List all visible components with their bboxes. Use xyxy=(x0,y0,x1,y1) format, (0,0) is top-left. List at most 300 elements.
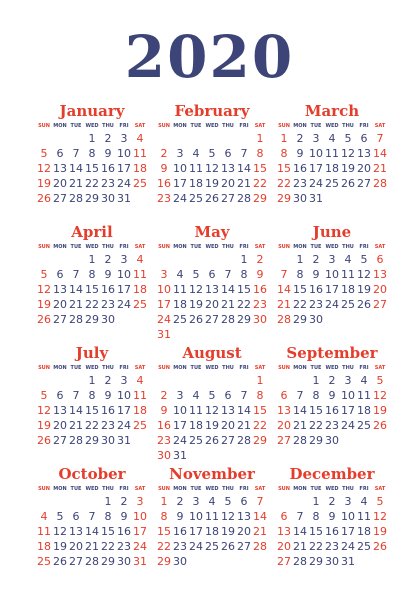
day-cell: 5 xyxy=(344,132,352,145)
day-cell: 16 xyxy=(157,177,171,190)
day-cell: 2 xyxy=(328,495,336,508)
day-cell: 6 xyxy=(376,253,384,266)
weekday-header xyxy=(276,122,388,131)
weekday-label: WED xyxy=(85,365,99,371)
day-cell: 28 xyxy=(293,434,307,447)
day-cell: 2 xyxy=(176,495,184,508)
day-cell: 16 xyxy=(309,283,323,296)
day-cell: 3 xyxy=(192,495,200,508)
day-cell: 7 xyxy=(72,268,80,281)
month-july xyxy=(36,342,148,463)
weekday-label: SUN xyxy=(158,244,170,250)
week-row xyxy=(276,176,388,191)
day-cell: 12 xyxy=(37,283,51,296)
day-cell: 5 xyxy=(360,253,368,266)
day-cell: 20 xyxy=(53,298,67,311)
day-cell: 1 xyxy=(312,374,320,387)
day-cell: 22 xyxy=(293,298,307,311)
day-cell: 24 xyxy=(189,540,203,553)
month-name: January xyxy=(59,102,125,120)
day-cell: 5 xyxy=(40,147,48,160)
day-cell: 26 xyxy=(341,177,355,190)
weekday-header xyxy=(156,485,268,494)
day-cell: 8 xyxy=(88,389,96,402)
day-cell: 26 xyxy=(37,313,51,326)
day-cell xyxy=(220,373,236,388)
day-cell: 27 xyxy=(221,192,235,205)
day-cell: 20 xyxy=(237,525,251,538)
day-cell: 6 xyxy=(72,510,80,523)
day-cell xyxy=(340,191,356,206)
week-row xyxy=(36,146,148,161)
week-row xyxy=(156,539,268,554)
day-cell: 20 xyxy=(221,177,235,190)
day-cell: 15 xyxy=(309,525,323,538)
weekday-label: SUN xyxy=(38,244,50,250)
day-cell: 26 xyxy=(53,555,67,568)
day-cell: 27 xyxy=(357,177,371,190)
day-cell: 23 xyxy=(325,419,339,432)
day-cell: 17 xyxy=(157,298,171,311)
day-cell: 31 xyxy=(133,555,147,568)
week-row xyxy=(156,312,268,327)
month-august xyxy=(156,342,268,463)
week-row xyxy=(276,373,388,388)
week-row xyxy=(36,252,148,267)
week-row xyxy=(276,509,388,524)
day-cell: 7 xyxy=(240,389,248,402)
weekday-label: SAT xyxy=(374,365,386,371)
week-row xyxy=(36,282,148,297)
day-cell: 15 xyxy=(85,404,99,417)
day-cell: 18 xyxy=(133,283,147,296)
day-cell: 15 xyxy=(85,162,99,175)
month-name: June xyxy=(312,223,352,241)
day-cell: 20 xyxy=(69,540,83,553)
day-cell: 14 xyxy=(237,404,251,417)
day-cell: 24 xyxy=(117,419,131,432)
day-cell xyxy=(276,252,292,267)
day-cell: 24 xyxy=(117,177,131,190)
day-cell: 10 xyxy=(309,147,323,160)
day-cell: 13 xyxy=(53,162,67,175)
day-cell xyxy=(372,433,388,448)
week-row xyxy=(36,403,148,418)
day-cell: 21 xyxy=(237,177,251,190)
day-cell: 7 xyxy=(224,268,232,281)
day-cell: 14 xyxy=(221,283,235,296)
weekday-label: WED xyxy=(205,486,219,492)
week-row xyxy=(276,312,388,327)
month-october xyxy=(36,463,148,584)
day-cell: 17 xyxy=(117,404,131,417)
weekday-label: THU xyxy=(102,123,114,129)
day-cell: 6 xyxy=(208,268,216,281)
day-cell xyxy=(172,327,188,342)
day-cell: 26 xyxy=(205,192,219,205)
day-cell: 19 xyxy=(357,283,371,296)
day-cell: 22 xyxy=(101,540,115,553)
day-cell: 27 xyxy=(373,298,387,311)
day-cell: 14 xyxy=(69,162,83,175)
day-cell: 28 xyxy=(69,434,83,447)
day-cell: 9 xyxy=(120,510,128,523)
day-cell: 30 xyxy=(157,449,171,462)
day-cell: 20 xyxy=(357,162,371,175)
day-cell: 13 xyxy=(237,510,251,523)
month-march xyxy=(276,100,388,221)
week-row xyxy=(276,297,388,312)
day-cell: 1 xyxy=(256,132,264,145)
day-cell: 3 xyxy=(120,132,128,145)
day-cell: 23 xyxy=(173,540,187,553)
day-cell: 24 xyxy=(341,419,355,432)
day-cell: 4 xyxy=(192,389,200,402)
week-row xyxy=(276,433,388,448)
day-cell: 3 xyxy=(328,253,336,266)
day-cell: 3 xyxy=(344,495,352,508)
day-cell: 11 xyxy=(133,268,147,281)
weekday-label: THU xyxy=(102,365,114,371)
day-cell xyxy=(324,191,340,206)
day-cell: 29 xyxy=(309,555,323,568)
day-cell: 15 xyxy=(293,283,307,296)
day-cell: 21 xyxy=(69,298,83,311)
day-cell: 12 xyxy=(205,162,219,175)
day-cell: 27 xyxy=(53,434,67,447)
week-row xyxy=(156,524,268,539)
day-cell: 2 xyxy=(328,374,336,387)
day-cell xyxy=(236,448,252,463)
day-cell: 19 xyxy=(373,404,387,417)
day-cell: 24 xyxy=(309,177,323,190)
weekday-label: FRI xyxy=(359,486,369,492)
weekday-label: SAT xyxy=(254,365,266,371)
day-cell: 29 xyxy=(253,434,267,447)
day-cell: 28 xyxy=(69,192,83,205)
day-cell: 22 xyxy=(309,540,323,553)
weekday-label: SAT xyxy=(374,123,386,129)
month-february xyxy=(156,100,268,221)
day-cell: 13 xyxy=(373,268,387,281)
day-cell: 22 xyxy=(85,419,99,432)
day-cell: 23 xyxy=(325,540,339,553)
day-cell: 29 xyxy=(101,555,115,568)
day-cell xyxy=(52,131,68,146)
day-cell: 15 xyxy=(253,404,267,417)
day-cell xyxy=(204,448,220,463)
day-cell xyxy=(252,554,268,569)
day-cell: 12 xyxy=(37,162,51,175)
day-cell xyxy=(204,131,220,146)
day-cell: 7 xyxy=(240,147,248,160)
day-cell: 17 xyxy=(341,404,355,417)
day-cell xyxy=(292,373,308,388)
weekday-label: TUE xyxy=(70,486,82,492)
week-row xyxy=(36,494,148,509)
week-row xyxy=(36,509,148,524)
day-cell: 31 xyxy=(173,449,187,462)
weekday-label: MON xyxy=(53,486,67,492)
weekday-label: WED xyxy=(325,244,339,250)
weekday-label: SAT xyxy=(254,244,266,250)
weekday-label: MON xyxy=(173,123,187,129)
day-cell: 6 xyxy=(280,389,288,402)
day-cell: 9 xyxy=(312,268,320,281)
day-cell: 8 xyxy=(88,268,96,281)
day-cell: 6 xyxy=(56,389,64,402)
day-cell: 29 xyxy=(85,434,99,447)
day-cell: 17 xyxy=(173,177,187,190)
day-cell: 12 xyxy=(373,389,387,402)
day-cell: 27 xyxy=(69,555,83,568)
day-cell: 10 xyxy=(325,268,339,281)
day-cell: 1 xyxy=(280,132,288,145)
day-cell: 18 xyxy=(133,404,147,417)
weekday-label: SAT xyxy=(134,365,146,371)
weekday-label: SUN xyxy=(38,486,50,492)
weekday-label: THU xyxy=(102,244,114,250)
day-cell: 10 xyxy=(173,162,187,175)
day-cell: 24 xyxy=(173,192,187,205)
weekday-label: TUE xyxy=(310,123,322,129)
day-cell xyxy=(68,252,84,267)
day-cell: 3 xyxy=(344,374,352,387)
day-cell: 31 xyxy=(157,328,171,341)
day-cell xyxy=(236,554,252,569)
day-cell xyxy=(188,327,204,342)
day-cell: 23 xyxy=(293,177,307,190)
week-row xyxy=(276,252,388,267)
day-cell: 11 xyxy=(357,389,371,402)
day-cell: 30 xyxy=(309,313,323,326)
day-cell xyxy=(340,312,356,327)
day-cell: 24 xyxy=(133,540,147,553)
day-cell xyxy=(36,252,52,267)
day-cell: 4 xyxy=(136,374,144,387)
weekday-label: SUN xyxy=(278,244,290,250)
month-name: October xyxy=(58,465,126,483)
day-cell: 26 xyxy=(37,192,51,205)
weekday-header xyxy=(36,122,148,131)
day-cell: 30 xyxy=(325,555,339,568)
day-cell: 3 xyxy=(160,268,168,281)
weekday-label: MON xyxy=(173,365,187,371)
day-cell: 30 xyxy=(117,555,131,568)
day-cell: 29 xyxy=(309,434,323,447)
week-row xyxy=(156,191,268,206)
day-cell: 14 xyxy=(253,510,267,523)
week-row xyxy=(156,297,268,312)
day-cell: 19 xyxy=(37,177,51,190)
week-row xyxy=(36,418,148,433)
day-cell: 14 xyxy=(85,525,99,538)
week-row xyxy=(276,388,388,403)
day-cell: 5 xyxy=(40,268,48,281)
day-cell: 21 xyxy=(373,162,387,175)
day-cell: 16 xyxy=(101,404,115,417)
day-cell: 6 xyxy=(56,147,64,160)
day-cell xyxy=(372,312,388,327)
day-cell: 16 xyxy=(325,525,339,538)
weekday-label: SUN xyxy=(278,486,290,492)
day-cell xyxy=(372,191,388,206)
day-cell: 17 xyxy=(117,283,131,296)
day-cell: 11 xyxy=(341,268,355,281)
day-cell: 1 xyxy=(296,253,304,266)
day-cell: 2 xyxy=(104,374,112,387)
day-cell: 11 xyxy=(189,162,203,175)
day-cell: 5 xyxy=(376,374,384,387)
day-cell: 4 xyxy=(328,132,336,145)
week-row xyxy=(156,373,268,388)
week-row xyxy=(276,554,388,569)
day-cell: 16 xyxy=(173,525,187,538)
weekday-label: SAT xyxy=(134,244,146,250)
day-cell: 5 xyxy=(192,268,200,281)
weekday-label: TUE xyxy=(190,365,202,371)
day-cell: 9 xyxy=(104,268,112,281)
day-cell: 3 xyxy=(312,132,320,145)
day-cell: 21 xyxy=(293,540,307,553)
weekday-label: MON xyxy=(53,244,67,250)
day-cell: 18 xyxy=(189,419,203,432)
day-cell: 31 xyxy=(117,434,131,447)
day-cell: 5 xyxy=(208,389,216,402)
day-cell: 28 xyxy=(85,555,99,568)
day-cell: 20 xyxy=(373,283,387,296)
day-cell: 11 xyxy=(173,283,187,296)
day-cell: 1 xyxy=(256,374,264,387)
weekday-label: TUE xyxy=(190,486,202,492)
day-cell xyxy=(220,448,236,463)
day-cell: 16 xyxy=(117,525,131,538)
month-row xyxy=(36,342,388,463)
day-cell: 28 xyxy=(253,540,267,553)
day-cell: 29 xyxy=(277,192,291,205)
month-april xyxy=(36,221,148,342)
week-row xyxy=(156,509,268,524)
weekday-label: WED xyxy=(325,486,339,492)
week-row xyxy=(276,403,388,418)
weekday-label: TUE xyxy=(190,244,202,250)
month-name: August xyxy=(182,344,242,362)
weekday-label: TUE xyxy=(70,244,82,250)
day-cell: 22 xyxy=(85,177,99,190)
day-cell: 11 xyxy=(325,147,339,160)
day-cell: 12 xyxy=(357,268,371,281)
day-cell: 25 xyxy=(189,192,203,205)
day-cell xyxy=(52,494,68,509)
month-name: December xyxy=(289,465,375,483)
day-cell: 15 xyxy=(309,404,323,417)
weekday-label: FRI xyxy=(119,365,129,371)
week-row xyxy=(276,494,388,509)
day-cell: 18 xyxy=(325,162,339,175)
day-cell: 1 xyxy=(88,132,96,145)
calendar-grid xyxy=(36,100,388,584)
day-cell: 10 xyxy=(133,510,147,523)
day-cell: 21 xyxy=(293,419,307,432)
day-cell: 7 xyxy=(72,147,80,160)
day-cell: 9 xyxy=(328,389,336,402)
month-name: November xyxy=(169,465,255,483)
day-cell: 7 xyxy=(72,389,80,402)
day-cell: 13 xyxy=(53,283,67,296)
day-cell: 25 xyxy=(173,313,187,326)
weekday-label: THU xyxy=(222,123,234,129)
day-cell xyxy=(356,191,372,206)
weekday-label: MON xyxy=(293,244,307,250)
day-cell: 26 xyxy=(373,540,387,553)
month-row xyxy=(36,100,388,221)
day-cell: 17 xyxy=(173,419,187,432)
weekday-label: SAT xyxy=(374,486,386,492)
day-cell xyxy=(156,131,172,146)
day-cell: 22 xyxy=(253,177,267,190)
day-cell: 22 xyxy=(237,298,251,311)
weekday-label: TUE xyxy=(310,365,322,371)
day-cell xyxy=(236,327,252,342)
day-cell: 21 xyxy=(69,419,83,432)
day-cell xyxy=(36,494,52,509)
weekday-header xyxy=(156,122,268,131)
weekday-label: THU xyxy=(222,244,234,250)
day-cell: 21 xyxy=(221,298,235,311)
day-cell: 5 xyxy=(40,389,48,402)
weekday-label: MON xyxy=(53,365,67,371)
day-cell xyxy=(252,327,268,342)
day-cell: 2 xyxy=(120,495,128,508)
day-cell: 26 xyxy=(205,434,219,447)
day-cell xyxy=(156,252,172,267)
day-cell: 23 xyxy=(157,192,171,205)
day-cell: 10 xyxy=(189,510,203,523)
weekday-header xyxy=(156,364,268,373)
day-cell xyxy=(188,448,204,463)
day-cell: 13 xyxy=(221,162,235,175)
day-cell: 15 xyxy=(237,283,251,296)
day-cell: 5 xyxy=(376,495,384,508)
week-row xyxy=(36,297,148,312)
week-row xyxy=(156,131,268,146)
weekday-label: FRI xyxy=(119,123,129,129)
day-cell: 4 xyxy=(136,132,144,145)
week-row xyxy=(36,524,148,539)
day-cell: 20 xyxy=(205,298,219,311)
day-cell: 17 xyxy=(133,525,147,538)
week-row xyxy=(156,448,268,463)
week-row xyxy=(36,161,148,176)
day-cell: 29 xyxy=(85,192,99,205)
day-cell: 6 xyxy=(224,389,232,402)
day-cell xyxy=(132,312,148,327)
day-cell: 10 xyxy=(117,147,131,160)
day-cell: 15 xyxy=(157,525,171,538)
weekday-label: TUE xyxy=(310,486,322,492)
day-cell: 13 xyxy=(277,525,291,538)
day-cell: 13 xyxy=(221,404,235,417)
day-cell: 3 xyxy=(120,374,128,387)
week-row xyxy=(156,554,268,569)
weekday-label: FRI xyxy=(359,123,369,129)
day-cell: 23 xyxy=(117,540,131,553)
day-cell xyxy=(172,131,188,146)
weekday-label: SAT xyxy=(134,123,146,129)
day-cell: 20 xyxy=(277,419,291,432)
day-cell: 26 xyxy=(373,419,387,432)
day-cell: 6 xyxy=(224,147,232,160)
